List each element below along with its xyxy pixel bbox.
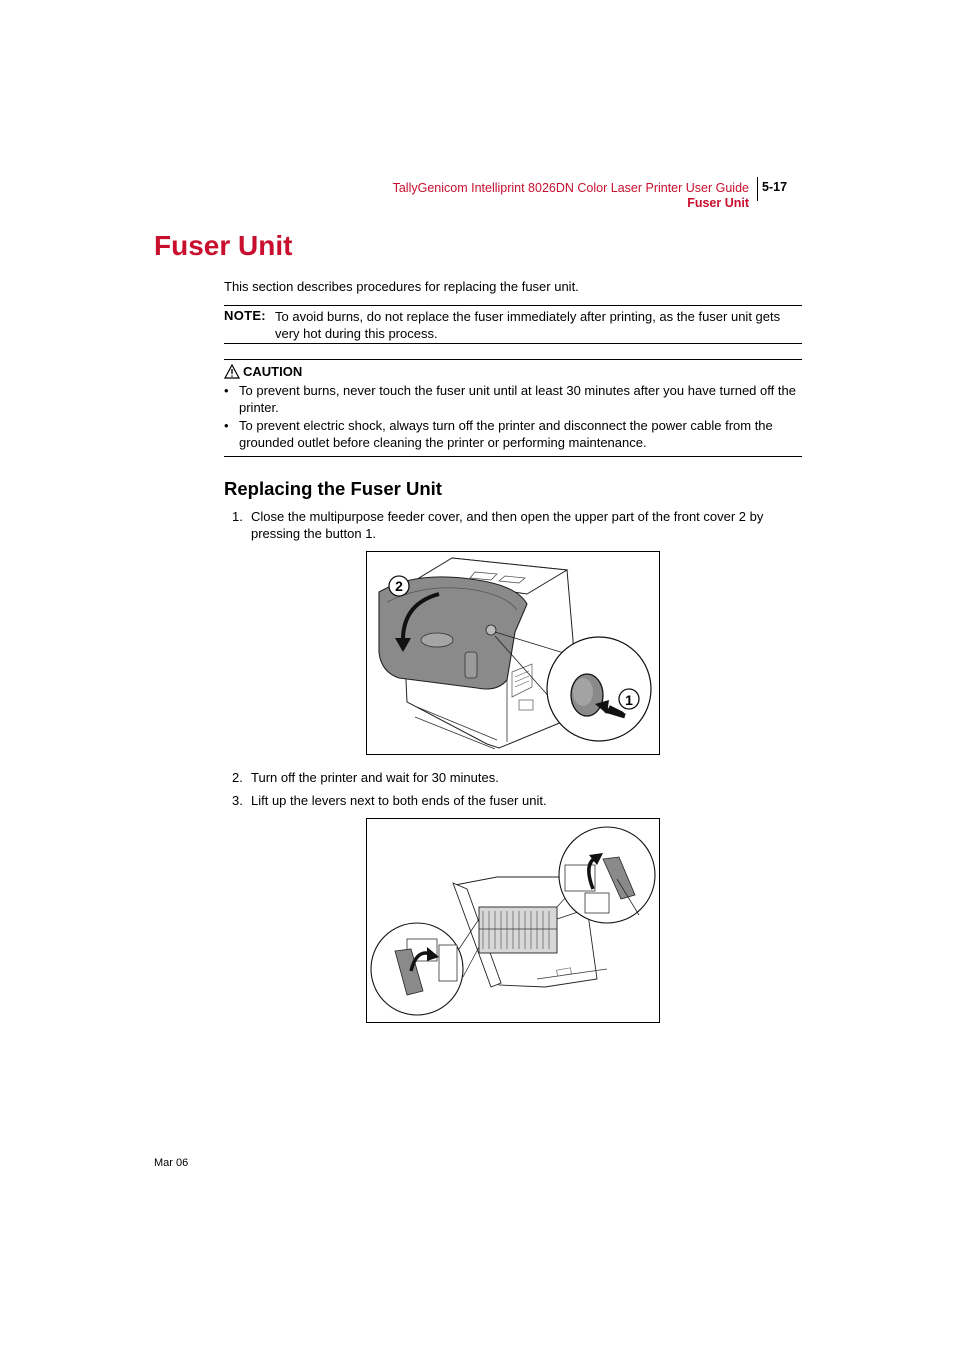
callout-2-label: 2 <box>395 578 403 594</box>
note-bottom-rule <box>224 343 802 344</box>
note-label: NOTE: <box>224 308 266 323</box>
step-item <box>232 769 806 786</box>
caution-bullet <box>224 382 802 416</box>
subsection-title: Replacing the Fuser Unit <box>224 478 442 499</box>
step-number: 2. <box>232 770 243 785</box>
header-divider <box>757 177 758 201</box>
note-text: To avoid burns, do not replace the fuser immediately after printing, as the fuser unit gets very hot during this process. <box>275 309 781 341</box>
callout-1-label: 1 <box>625 692 633 708</box>
page-number: 5-17 <box>762 180 788 194</box>
step-number: 1. <box>232 509 243 524</box>
step-number: 3. <box>232 793 243 808</box>
bullet-dot: • <box>224 383 229 398</box>
step-item <box>232 508 806 542</box>
caution-label: CAUTION <box>243 364 303 379</box>
figure-lift-levers <box>366 818 660 1023</box>
caution-top-rule <box>224 359 802 360</box>
step-text: Close the multipurpose feeder cover, and then open the upper part of the front cover 2 by pressing the button 1. <box>251 509 764 541</box>
note-top-rule <box>224 305 802 306</box>
bullet-dot: • <box>224 418 229 433</box>
step-text: Turn off the printer and wait for 30 minutes. <box>251 770 499 785</box>
page-title: Fuser Unit <box>154 230 293 261</box>
step-text: Lift up the levers next to both ends of the fuser unit. <box>251 793 547 808</box>
running-header-section: Fuser Unit <box>687 196 749 210</box>
caution-bullet-text: To prevent electric shock, always turn off the printer and disconnect the power cable from the grounded outlet before cleaning the printer or performing maintenance. <box>239 418 773 450</box>
figure-open-front-cover <box>366 551 660 755</box>
caution-heading <box>224 364 302 379</box>
printer-illustration <box>367 552 659 754</box>
caution-bullet <box>224 417 802 451</box>
caution-bottom-rule <box>224 456 802 457</box>
caution-bullet-text: To prevent burns, never touch the fuser unit until at least 30 minutes after you have turned off the printer. <box>239 383 796 415</box>
fuser-levers-illustration <box>367 819 659 1022</box>
step-item <box>232 792 806 809</box>
footer-date: Mar 06 <box>154 1157 189 1169</box>
warning-triangle-icon <box>224 364 240 379</box>
intro-paragraph: This section describes procedures for replacing the fuser unit. <box>224 279 579 294</box>
running-header-title: TallyGenicom Intelliprint 8026DN Color Laser Printer User Guide <box>392 181 749 195</box>
